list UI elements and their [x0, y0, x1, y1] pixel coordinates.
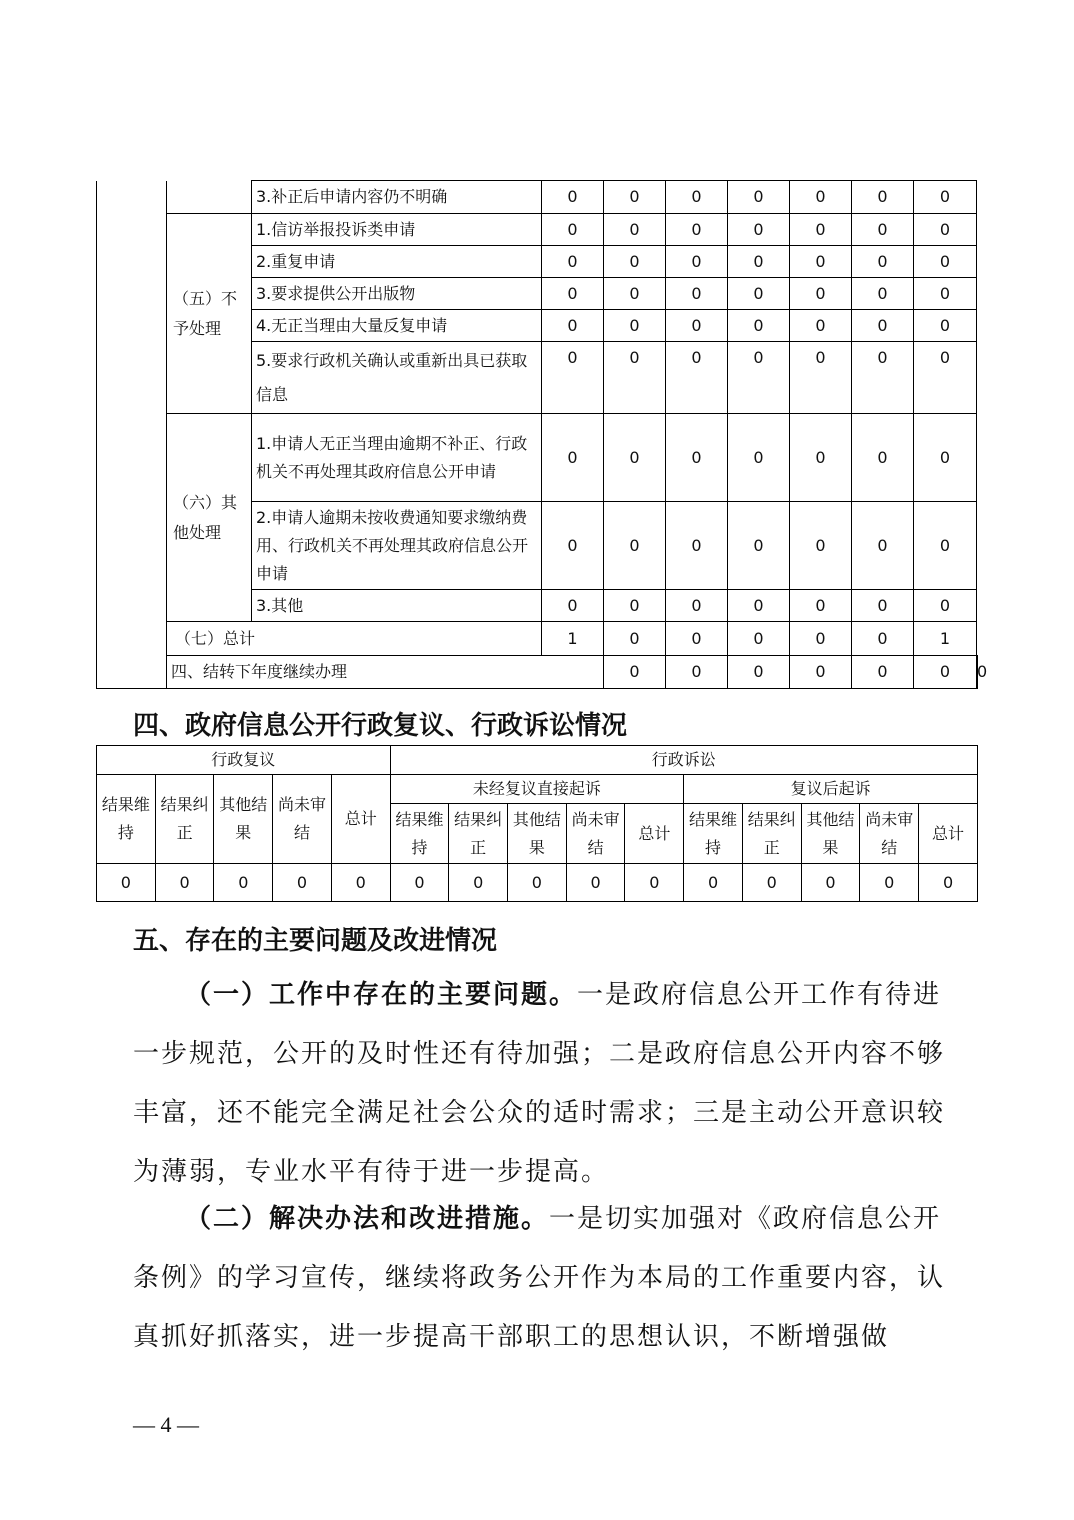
paragraph-problems [133, 966, 948, 1202]
table-row: （五）不予处理 1.信访举报投诉类申请 0 0 0 0 0 0 0 [97, 214, 978, 246]
row-label: 1.信访举报投诉类申请 [252, 214, 542, 246]
section5-title: 五、存在的主要问题及改进情况 [133, 926, 498, 956]
row-label: 2.重复申请 [252, 246, 542, 278]
col-header: 其他结果 [508, 804, 567, 864]
col-header: 尚未审结 [860, 804, 919, 864]
paragraph-body: 一是切实加强对《政府信息公开条例》的学习宣传，继续将政务公开作为本局的工作重要内容，认真抓好抓落实，进一步提高干部职工的思想认识，不断增强做 [133, 1204, 946, 1352]
review-litigation-table [96, 745, 978, 902]
direct-litigation-header: 未经复议直接起诉 [390, 775, 684, 804]
table-row: 3.要求提供公开出版物 0 0 0 0 0 0 0 [97, 278, 978, 310]
application-handling-table [96, 180, 988, 689]
table-row: 3.补正后申请内容仍不明确 0 0 0 0 0 0 0 [97, 181, 978, 214]
row-label: 2.申请人逾期未按收费通知要求缴纳费用、行政机关不再处理其政府信息公开申请 [252, 502, 542, 590]
row-label: 5.要求行政机关确认或重新出具已获取信息 [252, 342, 542, 414]
paragraph-heading: （二）解决办法和改进措施。 [185, 1204, 550, 1234]
row-label: 3.补正后申请内容仍不明确 [252, 181, 542, 214]
total-label: （七）总计 [167, 622, 542, 656]
table-row: 3.其他 0 0 0 0 0 0 0 [97, 590, 978, 622]
category-no-processing: （五）不予处理 [167, 214, 252, 414]
paragraph-measures [133, 1190, 948, 1367]
row-label: 3.要求提供公开出版物 [252, 278, 542, 310]
col-header: 尚未审结 [273, 775, 332, 864]
col-header: 其他结果 [801, 804, 860, 864]
category-other-processing: （六）其他处理 [167, 414, 252, 622]
carry-over-label: 四、结转下年度继续办理 [167, 656, 604, 689]
col-header: 结果纠正 [155, 775, 214, 864]
row-label: 3.其他 [252, 590, 542, 622]
litigation-header: 行政诉讼 [390, 746, 977, 775]
col-header: 结果维持 [390, 804, 449, 864]
row-label: 4.无正当理由大量反复申请 [252, 310, 542, 342]
table-row: 5.要求行政机关确认或重新出具已获取信息 0 0 0 0 0 0 0 [97, 342, 978, 414]
col-header: 总计 [625, 804, 684, 864]
col-header: 总计 [919, 804, 978, 864]
review-header: 行政复议 [97, 746, 391, 775]
row-label: 1.申请人无正当理由逾期不补正、行政机关不再处理其政府信息公开申请 [252, 414, 542, 502]
after-review-header: 复议后起诉 [684, 775, 978, 804]
table-row: 2.重复申请 0 0 0 0 0 0 0 [97, 246, 978, 278]
col-header: 尚未审结 [566, 804, 625, 864]
section4-title: 四、政府信息公开行政复议、行政诉讼情况 [133, 711, 628, 741]
col-header: 总计 [331, 775, 390, 864]
carry-over-row: 四、结转下年度继续办理 0 0 0 0 0 0 0 [97, 656, 978, 689]
table-row: 0 0 0 0 0 0 0 0 0 0 0 0 0 0 0 [97, 864, 978, 902]
total-row: （七）总计 1 0 0 0 0 0 1 [97, 622, 978, 656]
table-row: （六）其他处理 1.申请人无正当理由逾期不补正、行政机关不再处理其政府信息公开申请 0 0 0 0 0 0 0 [97, 414, 978, 502]
col-header: 其他结果 [214, 775, 273, 864]
col-header: 结果纠正 [449, 804, 508, 864]
col-header: 结果维持 [97, 775, 156, 864]
table-row: 2.申请人逾期未按收费通知要求缴纳费用、行政机关不再处理其政府信息公开申请 0 0 0 0 0 0 0 [97, 502, 978, 590]
page-number: — 4 — [133, 1412, 199, 1437]
paragraph-heading: （一）工作中存在的主要问题。 [185, 980, 578, 1010]
col-header: 结果维持 [684, 804, 743, 864]
table-row: 4.无正当理由大量反复申请 0 0 0 0 0 0 0 [97, 310, 978, 342]
paragraph-body: 一是政府信息公开工作有待进一步规范，公开的及时性还有待加强；二是政府信息公开内容不够丰富，还不能完全满足社会公众的适时需求；三是主动公开意识较为薄弱，专业水平有待于进一步提高。 [133, 980, 946, 1187]
col-header: 结果纠正 [742, 804, 801, 864]
